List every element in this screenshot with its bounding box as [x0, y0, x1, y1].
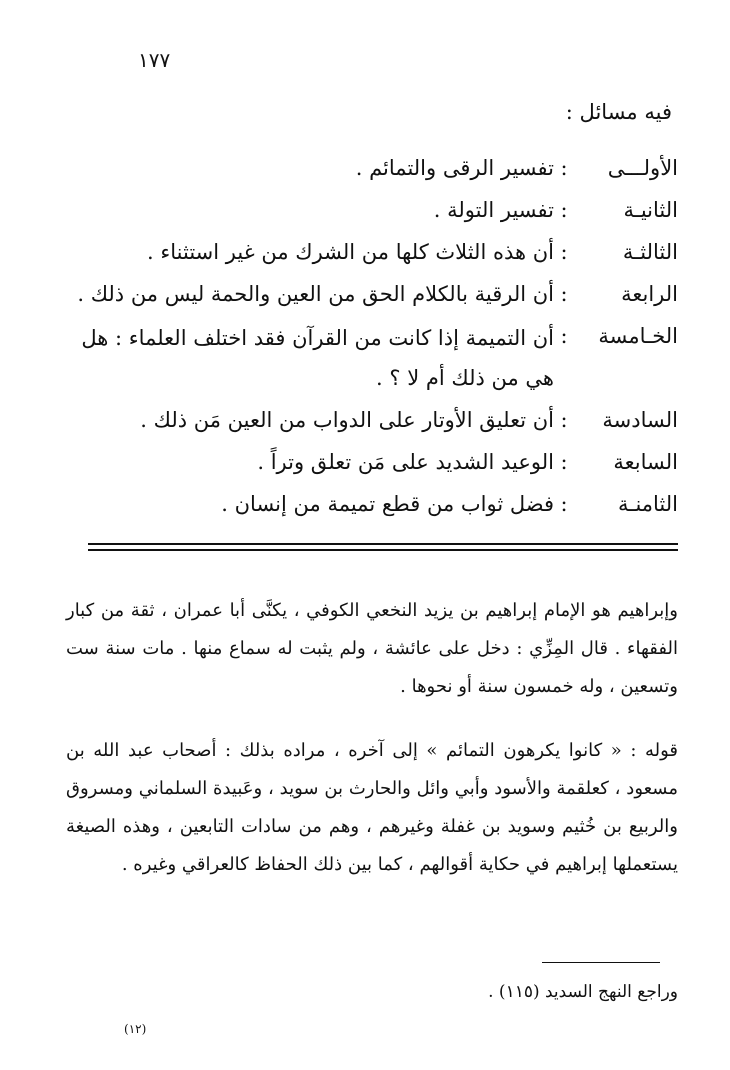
issue-colon: :: [560, 156, 568, 180]
issues-intro: فيه مسائل :: [565, 100, 672, 124]
section-divider-top: [88, 543, 678, 545]
footnote-divider: [542, 962, 660, 963]
issue-item-5: [78, 318, 678, 402]
issue-colon: :: [560, 240, 568, 264]
issue-item-8: [78, 486, 678, 528]
issue-item-2: [78, 192, 678, 234]
issue-text: أن الرقية بالكلام الحق من العين والحمة ليس من ذلك .: [77, 282, 554, 306]
issue-item-3: [78, 234, 678, 276]
issue-colon: :: [560, 198, 568, 222]
issue-item-6: [78, 402, 678, 444]
issue-colon: :: [560, 492, 568, 516]
issue-item-1: [78, 150, 678, 192]
issue-label: الرابعة: [621, 282, 678, 306]
issue-text: أن التميمة إذا كانت من القرآن فقد اختلف العلماء : هل هي من ذلك أم لا ؟ .: [81, 326, 554, 390]
issue-colon: :: [560, 450, 568, 474]
issue-label: السابعة: [613, 450, 678, 474]
issue-colon: :: [560, 324, 568, 348]
issues-list: [78, 150, 678, 528]
page-number: ١٧٧: [138, 48, 171, 72]
footnote: وراجع النهج السديد (١١٥) .: [488, 982, 678, 1002]
issue-colon: :: [560, 282, 568, 306]
issue-label: السادسة: [602, 408, 678, 432]
issue-text: أن هذه الثلاث كلها من الشرك من غير استثناء .: [147, 240, 554, 264]
issue-label: الخـامسة: [598, 324, 678, 348]
issue-item-7: [78, 444, 678, 486]
commentary-paragraph: وإبراهيم هو الإمام إبراهيم بن يزيد النخعي الكوفي ، يكنَّى أبا عمران ، ثقة من كبار الفقهاء . قال المِزِّي : دخل على عائشة ، ولم يثبت له سماع منها . مات سنة ست وتسعين ، وله خمسون سنة أو نحوها .: [66, 600, 678, 697]
issue-item-4: [78, 276, 678, 318]
issue-text: فضل ثواب من قطع تميمة من إنسان .: [221, 492, 554, 516]
issue-label: الثانيـة: [623, 198, 678, 222]
issue-label: الثامنـة: [618, 492, 678, 516]
issue-text: تفسير التولة .: [433, 198, 554, 222]
issue-label: الأولـــى: [607, 156, 678, 180]
issue-text: أن تعليق الأوتار على الدواب من العين مَن ذلك .: [140, 408, 554, 432]
printer-signature-mark: (١٢): [124, 1022, 147, 1036]
commentary-paragraph: قوله : « كانوا يكرهون التمائم » إلى آخره ، مراده بذلك : أصحاب عبد الله بن مسعود ، كعلقمة والأسود وأبي وائل والحارث بن سويد ، وعَبيدة السلماني ومسروق والربيع بن خُثيم وسويد بن غفلة وغيرهم ، وهم من سادات التابعين ، وهذه الصيغة يستعملها إبراهيم في حكاية أقوالهم ، كما بين ذلك الحفاظ كالعراقي وغيره .: [66, 740, 678, 875]
issue-label: الثالثـة: [622, 240, 678, 264]
issue-text: الوعيد الشديد على مَن تعلق وتراً .: [257, 450, 554, 474]
issue-colon: :: [560, 408, 568, 432]
issue-text: تفسير الرقى والتمائم .: [355, 156, 554, 180]
section-divider-bottom: [88, 549, 678, 551]
